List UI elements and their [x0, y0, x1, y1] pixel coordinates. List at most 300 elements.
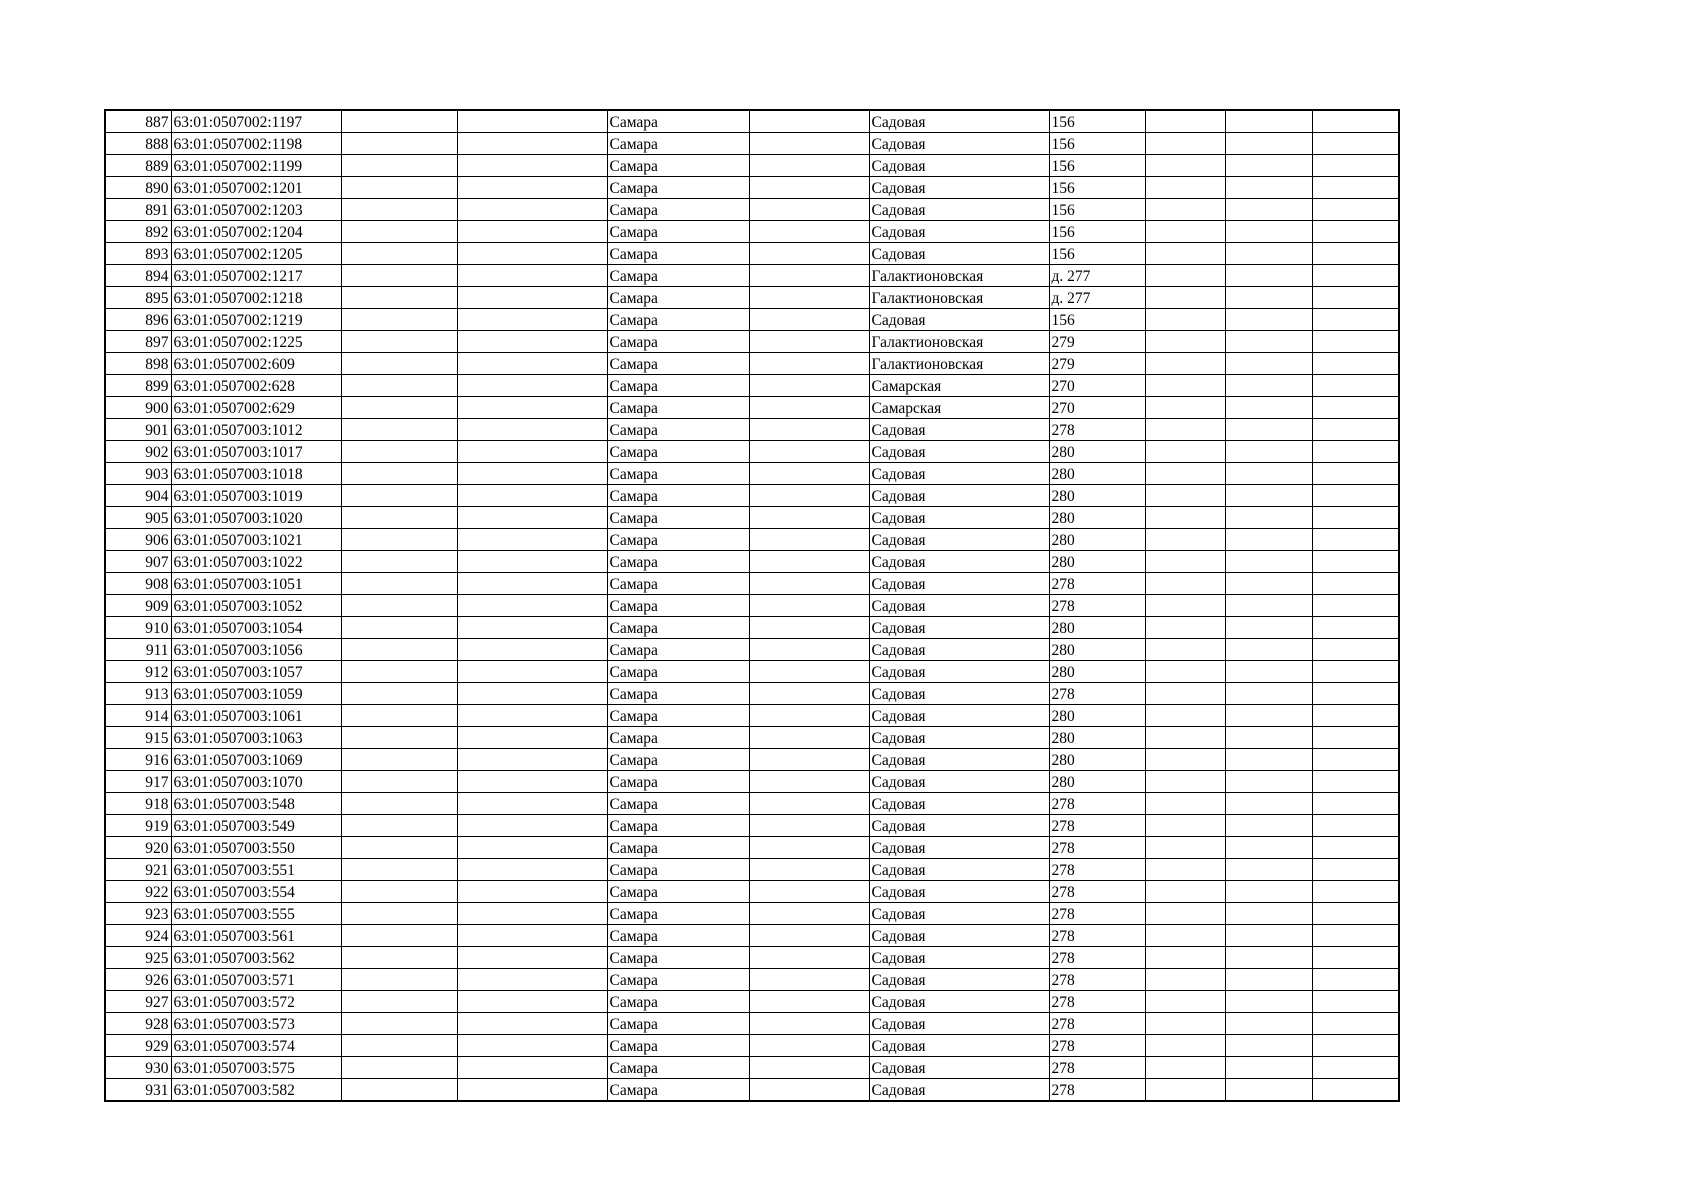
table-row [105, 463, 1399, 485]
cadastral-number: 63:01:0507002:1197 [171, 110, 341, 133]
empty-cell [1225, 859, 1312, 881]
house-number-cell: 156 [1049, 221, 1145, 243]
row-number: 921 [105, 859, 171, 881]
empty-cell [1312, 1057, 1399, 1079]
empty-cell [457, 287, 607, 309]
city-cell: Самара [607, 639, 749, 661]
table-row [105, 133, 1399, 155]
empty-cell [1145, 463, 1225, 485]
cadastral-number: 63:01:0507003:549 [171, 815, 341, 837]
city-cell: Самара [607, 155, 749, 177]
empty-cell [1145, 595, 1225, 617]
empty-cell [749, 639, 869, 661]
empty-cell [1225, 287, 1312, 309]
empty-cell [749, 683, 869, 705]
row-number: 905 [105, 507, 171, 529]
empty-cell [457, 331, 607, 353]
city-cell: Самара [607, 683, 749, 705]
empty-cell [457, 859, 607, 881]
empty-cell [457, 243, 607, 265]
empty-cell [457, 573, 607, 595]
empty-cell [749, 991, 869, 1013]
city-cell: Самара [607, 815, 749, 837]
empty-cell [749, 1035, 869, 1057]
house-number-cell: 279 [1049, 353, 1145, 375]
empty-cell [749, 110, 869, 133]
street-cell: Самарская [869, 375, 1049, 397]
empty-cell [457, 749, 607, 771]
empty-cell [341, 903, 457, 925]
street-cell: Садовая [869, 969, 1049, 991]
empty-cell [457, 221, 607, 243]
row-number: 926 [105, 969, 171, 991]
house-number-cell: 278 [1049, 1057, 1145, 1079]
cadastral-number: 63:01:0507002:1201 [171, 177, 341, 199]
cadastral-number: 63:01:0507003:554 [171, 881, 341, 903]
empty-cell [749, 793, 869, 815]
row-number: 896 [105, 309, 171, 331]
empty-cell [1145, 793, 1225, 815]
empty-cell [457, 925, 607, 947]
house-number-cell: 278 [1049, 903, 1145, 925]
empty-cell [749, 815, 869, 837]
table-row [105, 639, 1399, 661]
empty-cell [749, 133, 869, 155]
cadastral-number: 63:01:0507003:1059 [171, 683, 341, 705]
cadastral-number: 63:01:0507003:1057 [171, 661, 341, 683]
empty-cell [457, 485, 607, 507]
row-number: 911 [105, 639, 171, 661]
empty-cell [749, 705, 869, 727]
empty-cell [1145, 661, 1225, 683]
empty-cell [1312, 925, 1399, 947]
empty-cell [1312, 969, 1399, 991]
table-row [105, 947, 1399, 969]
empty-cell [749, 463, 869, 485]
empty-cell [1225, 1057, 1312, 1079]
empty-cell [1225, 529, 1312, 551]
empty-cell [341, 639, 457, 661]
empty-cell [457, 683, 607, 705]
empty-cell [1145, 771, 1225, 793]
empty-cell [1145, 1079, 1225, 1102]
empty-cell [1225, 771, 1312, 793]
empty-cell [341, 705, 457, 727]
empty-cell [1145, 221, 1225, 243]
house-number-cell: 270 [1049, 375, 1145, 397]
city-cell: Самара [607, 397, 749, 419]
empty-cell [457, 177, 607, 199]
empty-cell [749, 881, 869, 903]
cadastral-number: 63:01:0507002:1205 [171, 243, 341, 265]
document-table-wrapper [104, 109, 1400, 1102]
street-cell: Галактионовская [869, 265, 1049, 287]
city-cell: Самара [607, 1013, 749, 1035]
house-number-cell: 156 [1049, 110, 1145, 133]
row-number: 902 [105, 441, 171, 463]
cadastral-number: 63:01:0507002:629 [171, 397, 341, 419]
empty-cell [457, 815, 607, 837]
street-cell: Садовая [869, 595, 1049, 617]
empty-cell [457, 595, 607, 617]
empty-cell [341, 683, 457, 705]
empty-cell [1145, 529, 1225, 551]
city-cell: Самара [607, 661, 749, 683]
city-cell: Самара [607, 705, 749, 727]
empty-cell [341, 243, 457, 265]
city-cell: Самара [607, 177, 749, 199]
empty-cell [457, 837, 607, 859]
empty-cell [749, 969, 869, 991]
row-number: 888 [105, 133, 171, 155]
house-number-cell: 278 [1049, 1035, 1145, 1057]
cadastral-number: 63:01:0507003:1017 [171, 441, 341, 463]
empty-cell [341, 485, 457, 507]
cadastral-number: 63:01:0507003:572 [171, 991, 341, 1013]
empty-cell [1225, 397, 1312, 419]
cadastral-number: 63:01:0507003:582 [171, 1079, 341, 1102]
empty-cell [341, 573, 457, 595]
empty-cell [1312, 397, 1399, 419]
empty-cell [457, 441, 607, 463]
street-cell: Садовая [869, 507, 1049, 529]
street-cell: Садовая [869, 221, 1049, 243]
empty-cell [1312, 793, 1399, 815]
row-number: 903 [105, 463, 171, 485]
empty-cell [341, 309, 457, 331]
table-row [105, 1057, 1399, 1079]
empty-cell [749, 265, 869, 287]
street-cell: Садовая [869, 441, 1049, 463]
house-number-cell: 278 [1049, 881, 1145, 903]
empty-cell [341, 353, 457, 375]
empty-cell [1225, 793, 1312, 815]
city-cell: Самара [607, 859, 749, 881]
empty-cell [1225, 573, 1312, 595]
empty-cell [749, 507, 869, 529]
empty-cell [749, 243, 869, 265]
empty-cell [1312, 221, 1399, 243]
empty-cell [341, 265, 457, 287]
empty-cell [1225, 991, 1312, 1013]
house-number-cell: 156 [1049, 199, 1145, 221]
cadastral-number: 63:01:0507002:609 [171, 353, 341, 375]
cadastral-number: 63:01:0507003:1052 [171, 595, 341, 617]
empty-cell [341, 881, 457, 903]
row-number: 912 [105, 661, 171, 683]
house-number-cell: 278 [1049, 1013, 1145, 1035]
empty-cell [1145, 155, 1225, 177]
cadastral-number: 63:01:0507003:1063 [171, 727, 341, 749]
house-number-cell: 278 [1049, 595, 1145, 617]
row-number: 915 [105, 727, 171, 749]
street-cell: Садовая [869, 1079, 1049, 1102]
empty-cell [1312, 991, 1399, 1013]
cadastral-number: 63:01:0507003:575 [171, 1057, 341, 1079]
empty-cell [457, 1013, 607, 1035]
table-row [105, 661, 1399, 683]
empty-cell [1225, 485, 1312, 507]
cadastral-number: 63:01:0507003:1021 [171, 529, 341, 551]
street-cell: Садовая [869, 243, 1049, 265]
house-number-cell: 280 [1049, 705, 1145, 727]
house-number-cell: д. 277 [1049, 265, 1145, 287]
empty-cell [1312, 815, 1399, 837]
table-row [105, 881, 1399, 903]
empty-cell [457, 1035, 607, 1057]
street-cell: Садовая [869, 749, 1049, 771]
empty-cell [457, 419, 607, 441]
city-cell: Самара [607, 353, 749, 375]
empty-cell [457, 551, 607, 573]
empty-cell [1145, 991, 1225, 1013]
empty-cell [1145, 243, 1225, 265]
table-row [105, 441, 1399, 463]
street-cell: Садовая [869, 727, 1049, 749]
empty-cell [1145, 815, 1225, 837]
empty-cell [749, 397, 869, 419]
empty-cell [1312, 287, 1399, 309]
street-cell: Садовая [869, 705, 1049, 727]
row-number: 894 [105, 265, 171, 287]
empty-cell [341, 1013, 457, 1035]
table-row [105, 903, 1399, 925]
row-number: 919 [105, 815, 171, 837]
empty-cell [1312, 1035, 1399, 1057]
empty-cell [457, 705, 607, 727]
street-cell: Садовая [869, 661, 1049, 683]
table-row [105, 265, 1399, 287]
empty-cell [457, 507, 607, 529]
empty-cell [341, 1057, 457, 1079]
empty-cell [1145, 287, 1225, 309]
empty-cell [1145, 1035, 1225, 1057]
empty-cell [1225, 617, 1312, 639]
empty-cell [1312, 1013, 1399, 1035]
empty-cell [749, 617, 869, 639]
empty-cell [341, 661, 457, 683]
empty-cell [749, 529, 869, 551]
cadastral-number: 63:01:0507003:551 [171, 859, 341, 881]
street-cell: Галактионовская [869, 353, 1049, 375]
empty-cell [457, 397, 607, 419]
cadastral-number: 63:01:0507002:1225 [171, 331, 341, 353]
cadastral-number: 63:01:0507002:1203 [171, 199, 341, 221]
empty-cell [341, 815, 457, 837]
city-cell: Самара [607, 375, 749, 397]
empty-cell [341, 529, 457, 551]
empty-cell [749, 287, 869, 309]
empty-cell [341, 397, 457, 419]
row-number: 928 [105, 1013, 171, 1035]
street-cell: Садовая [869, 947, 1049, 969]
empty-cell [1145, 749, 1225, 771]
city-cell: Самара [607, 331, 749, 353]
empty-cell [457, 463, 607, 485]
land-plot-table [104, 109, 1400, 1102]
empty-cell [749, 903, 869, 925]
empty-cell [1145, 177, 1225, 199]
empty-cell [341, 771, 457, 793]
empty-cell [749, 375, 869, 397]
house-number-cell: 280 [1049, 639, 1145, 661]
house-number-cell: 278 [1049, 969, 1145, 991]
empty-cell [457, 793, 607, 815]
empty-cell [749, 1013, 869, 1035]
empty-cell [1312, 639, 1399, 661]
empty-cell [341, 793, 457, 815]
cadastral-number: 63:01:0507003:571 [171, 969, 341, 991]
house-number-cell: 279 [1049, 331, 1145, 353]
empty-cell [1145, 507, 1225, 529]
empty-cell [457, 265, 607, 287]
street-cell: Садовая [869, 617, 1049, 639]
row-number: 907 [105, 551, 171, 573]
empty-cell [749, 595, 869, 617]
row-number: 897 [105, 331, 171, 353]
empty-cell [1225, 265, 1312, 287]
empty-cell [457, 353, 607, 375]
street-cell: Садовая [869, 991, 1049, 1013]
empty-cell [749, 353, 869, 375]
empty-cell [341, 375, 457, 397]
empty-cell [1312, 947, 1399, 969]
empty-cell [1312, 727, 1399, 749]
city-cell: Самара [607, 287, 749, 309]
table-row [105, 705, 1399, 727]
empty-cell [341, 331, 457, 353]
city-cell: Самара [607, 793, 749, 815]
empty-cell [1145, 419, 1225, 441]
empty-cell [341, 1035, 457, 1057]
house-number-cell: 278 [1049, 925, 1145, 947]
empty-cell [341, 199, 457, 221]
table-row [105, 287, 1399, 309]
empty-cell [1312, 463, 1399, 485]
cadastral-number: 63:01:0507002:1199 [171, 155, 341, 177]
empty-cell [1145, 331, 1225, 353]
cadastral-number: 63:01:0507003:1069 [171, 749, 341, 771]
empty-cell [1312, 375, 1399, 397]
street-cell: Садовая [869, 683, 1049, 705]
row-number: 890 [105, 177, 171, 199]
row-number: 931 [105, 1079, 171, 1102]
house-number-cell: 278 [1049, 991, 1145, 1013]
street-cell: Садовая [869, 419, 1049, 441]
empty-cell [1225, 309, 1312, 331]
empty-cell [341, 925, 457, 947]
house-number-cell: 156 [1049, 155, 1145, 177]
city-cell: Самара [607, 727, 749, 749]
empty-cell [1225, 639, 1312, 661]
empty-cell [1145, 837, 1225, 859]
cadastral-number: 63:01:0507002:1218 [171, 287, 341, 309]
house-number-cell: 270 [1049, 397, 1145, 419]
empty-cell [457, 881, 607, 903]
city-cell: Самара [607, 529, 749, 551]
empty-cell [1225, 749, 1312, 771]
empty-cell [1312, 837, 1399, 859]
empty-cell [1225, 331, 1312, 353]
empty-cell [1145, 309, 1225, 331]
street-cell: Садовая [869, 529, 1049, 551]
cadastral-number: 63:01:0507003:1051 [171, 573, 341, 595]
city-cell: Самара [607, 243, 749, 265]
table-row [105, 375, 1399, 397]
empty-cell [1145, 441, 1225, 463]
row-number: 922 [105, 881, 171, 903]
city-cell: Самара [607, 573, 749, 595]
table-row [105, 110, 1399, 133]
house-number-cell: 280 [1049, 441, 1145, 463]
empty-cell [341, 837, 457, 859]
empty-cell [1312, 265, 1399, 287]
cadastral-number: 63:01:0507002:1204 [171, 221, 341, 243]
street-cell: Галактионовская [869, 287, 1049, 309]
row-number: 929 [105, 1035, 171, 1057]
empty-cell [1312, 441, 1399, 463]
empty-cell [1225, 375, 1312, 397]
empty-cell [1145, 485, 1225, 507]
city-cell: Самара [607, 551, 749, 573]
table-row [105, 991, 1399, 1013]
city-cell: Самара [607, 881, 749, 903]
row-number: 893 [105, 243, 171, 265]
table-row [105, 419, 1399, 441]
empty-cell [341, 595, 457, 617]
empty-cell [749, 771, 869, 793]
street-cell: Садовая [869, 155, 1049, 177]
empty-cell [1312, 1079, 1399, 1102]
empty-cell [1145, 925, 1225, 947]
empty-cell [457, 199, 607, 221]
row-number: 904 [105, 485, 171, 507]
empty-cell [1312, 903, 1399, 925]
empty-cell [1312, 551, 1399, 573]
empty-cell [1225, 661, 1312, 683]
street-cell: Садовая [869, 1035, 1049, 1057]
street-cell: Садовая [869, 793, 1049, 815]
empty-cell [1145, 859, 1225, 881]
table-row [105, 837, 1399, 859]
city-cell: Самара [607, 925, 749, 947]
row-number: 927 [105, 991, 171, 1013]
row-number: 908 [105, 573, 171, 595]
house-number-cell: 156 [1049, 243, 1145, 265]
table-row [105, 331, 1399, 353]
house-number-cell: 280 [1049, 485, 1145, 507]
cadastral-number: 63:01:0507003:1061 [171, 705, 341, 727]
empty-cell [457, 309, 607, 331]
cadastral-number: 63:01:0507003:550 [171, 837, 341, 859]
row-number: 891 [105, 199, 171, 221]
empty-cell [1312, 309, 1399, 331]
empty-cell [749, 441, 869, 463]
empty-cell [749, 221, 869, 243]
empty-cell [1145, 617, 1225, 639]
empty-cell [457, 727, 607, 749]
empty-cell [341, 287, 457, 309]
empty-cell [341, 419, 457, 441]
street-cell: Садовая [869, 771, 1049, 793]
empty-cell [749, 199, 869, 221]
row-number: 899 [105, 375, 171, 397]
empty-cell [457, 991, 607, 1013]
table-body [105, 110, 1399, 1101]
empty-cell [341, 463, 457, 485]
empty-cell [1312, 683, 1399, 705]
row-number: 889 [105, 155, 171, 177]
